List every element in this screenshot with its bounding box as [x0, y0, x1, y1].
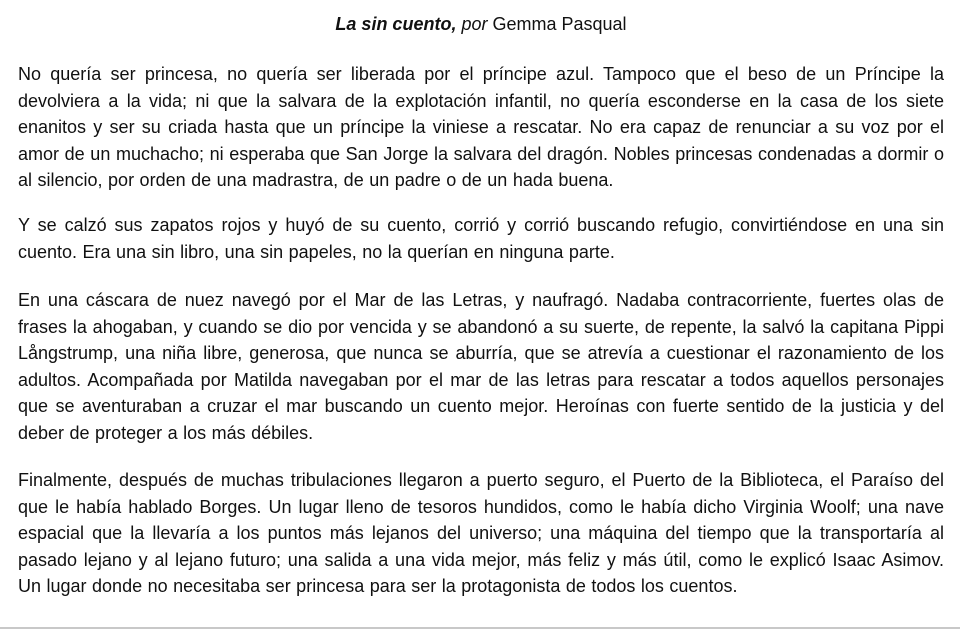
story-title: La sin cuento, [335, 14, 457, 34]
author-name: Gemma Pasqual [492, 14, 627, 34]
paragraph-1: No quería ser princesa, no quería ser liberada por el príncipe azul. Tampoco que el beso de un Príncipe la devolviera a la vida; ni que la salvara de la explotación infantil, no quería esconderse en la casa de los siete enanitos y ser su criada hasta que un príncipe la viniese a rescatar. No era capaz de renunciar a su voz por el amor de un muchacho; ni esperaba que San Jorge la salvara del dragón. Nobles princesas condenadas a dormir o al silencio, por orden de una madrastra, de un padre o de un hada buena. [18, 64, 944, 190]
document-title [18, 12, 944, 36]
document-page [18, 0, 944, 596]
paragraph-2: Y se calzó sus zapatos rojos y huyó de su cuento, corrió y corrió buscando refugio, convirtiéndose en una sin cuento. Era una sin libro, una sin papeles, no la querían en ninguna parte. [18, 215, 944, 262]
paragraph-4: Finalmente, después de muchas tribulaciones llegaron a puerto seguro, el Puerto de la Biblioteca, el Paraíso del que le había hablado Borges. Un lugar lleno de tesoros hundidos, como le había dicho Virginia Woolf; una nave espacial que la llevaría a los puntos más lejanos del universo; una máquina del tiempo que la transportaría al pasado lejano y al lejano futuro; una salida a una vida mejor, más feliz y más útil, como le explicó Isaac Asimov. Un lugar donde no necesitaba ser princesa para ser la protagonista de todos los cuentos. [18, 470, 944, 596]
by-label: por [461, 14, 488, 34]
paragraph-3: En una cáscara de nuez navegó por el Mar de las Letras, y naufragó. Nadaba contracorriente, fuertes olas de frases la ahogaban, y cuando se dio por vencida y se abandonó a su suerte, de repente, la salvó la capitana Pippi Långstrump, una niña libre, generosa, que nunca se aburría, que se atrevía a cuestionar el razonamiento de los adultos. Acompañada por Matilda navegaban por el mar de las letras para rescatar a todos aquellos personajes que se aventuraban a cruzar el mar buscando un cuento mejor. Heroínas con fuerte sentido de la justicia y del deber de proteger a los más débiles. [18, 290, 944, 443]
